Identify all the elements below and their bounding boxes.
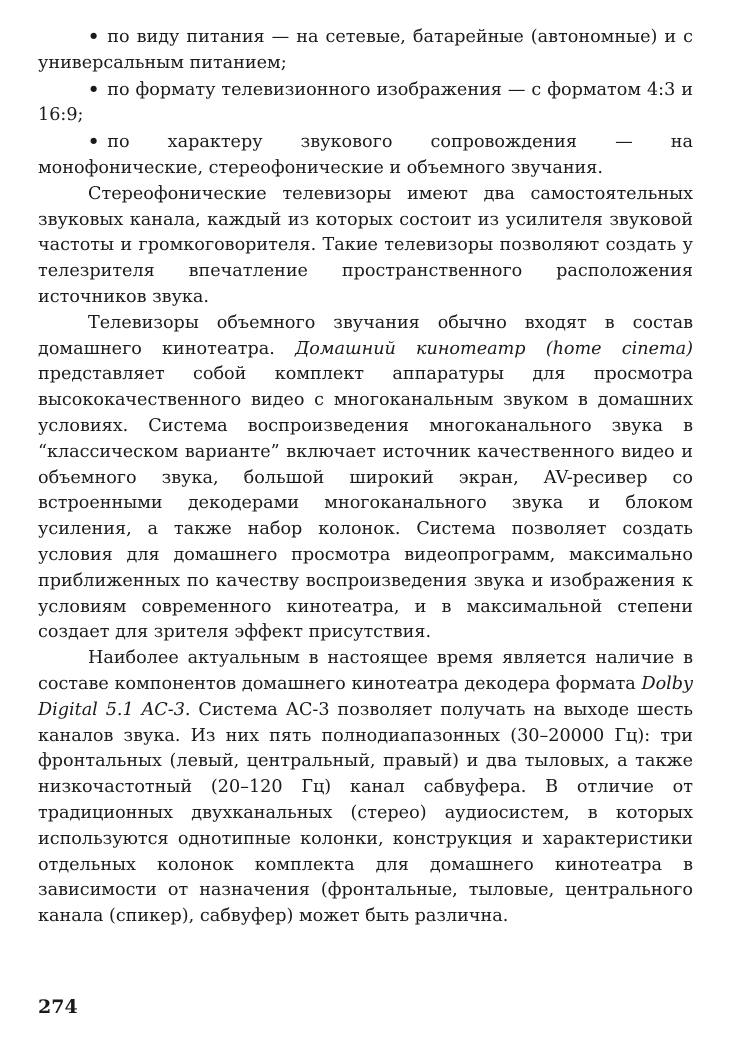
paragraph-dolby-rest: . Система АС-3 позволяет получать на выходе шесть каналов звука. Из них пять полнодиапазонных (30–20000 Гц): три фронтальных (левый, центральный, правый) и два тыловых, а также низкочастотный (20–120 Гц) канал сабвуфера. В отличие от традиционных двухканальных (стерео) аудиосистем, в которых используются однотипные колонки, конструкция и характеристики отдельных колонок комплекта для домашнего кинотеатра в зависимости от назначения (фронтальные, тыловые, центрального канала (спикер), сабвуфер) может быть различна.: [38, 699, 693, 927]
paragraph-home-cinema-lead: Телевизоры объемного звучания обычно входят в состав домашнего кинотеатра.: [38, 312, 693, 359]
bullet-item-format: • по формату телевизионного изображения — с форматом 4:3 и 16:9;: [38, 77, 693, 130]
page-number: 274: [38, 996, 78, 1018]
paragraph-home-cinema-rest: представляет собой комплект аппаратуры для просмотра высококачественного видео с многоканальным звуком в домашних условиях. Система воспроизведения многоканального звука в “классическом варианте” включает источник качественного видео и объемного звука, большой широкий экран, AV-ресивер со встроенными декодерами многоканального звука и блоком усиления, а также набор колонок. Система позволяет создать условия для домашнего просмотра видеопрограмм, максимально приближенных по качеству воспроизведения звука и изображения к условиям современного кинотеатра, и в максимальной степени создает для зрителя эффект присутствия.: [38, 364, 693, 643]
paragraph-dolby: [38, 646, 693, 930]
term-home-cinema: Домашний кинотеатр (home cinema): [294, 338, 694, 359]
paragraph-dolby-lead: Наиболее актуальным в настоящее время является наличие в составе компонентов домашнего кинотеатра декодера формата: [38, 648, 693, 694]
bullet-item-sound: • по характеру звукового сопровождения — на монофонические, стереофонические и объемного звучания.: [38, 129, 693, 182]
bullet-item-power: • по виду питания — на сетевые, батарейные (автономные) и с универсальным питанием;: [38, 24, 693, 77]
term-dolby-digital: Dolby Digital 5.1 AC-3: [38, 673, 693, 720]
paragraph-home-cinema: [38, 311, 693, 646]
paragraph-stereo: Стереофонические телевизоры имеют два самостоятельных звуковых канала, каждый из которых состоит из усилителя звуковой частоты и громкоговорителя. Такие телевизоры позволяют создать у телезрителя впечатление пространственного расположения источников звука.: [38, 183, 693, 307]
body-text: [38, 24, 693, 930]
